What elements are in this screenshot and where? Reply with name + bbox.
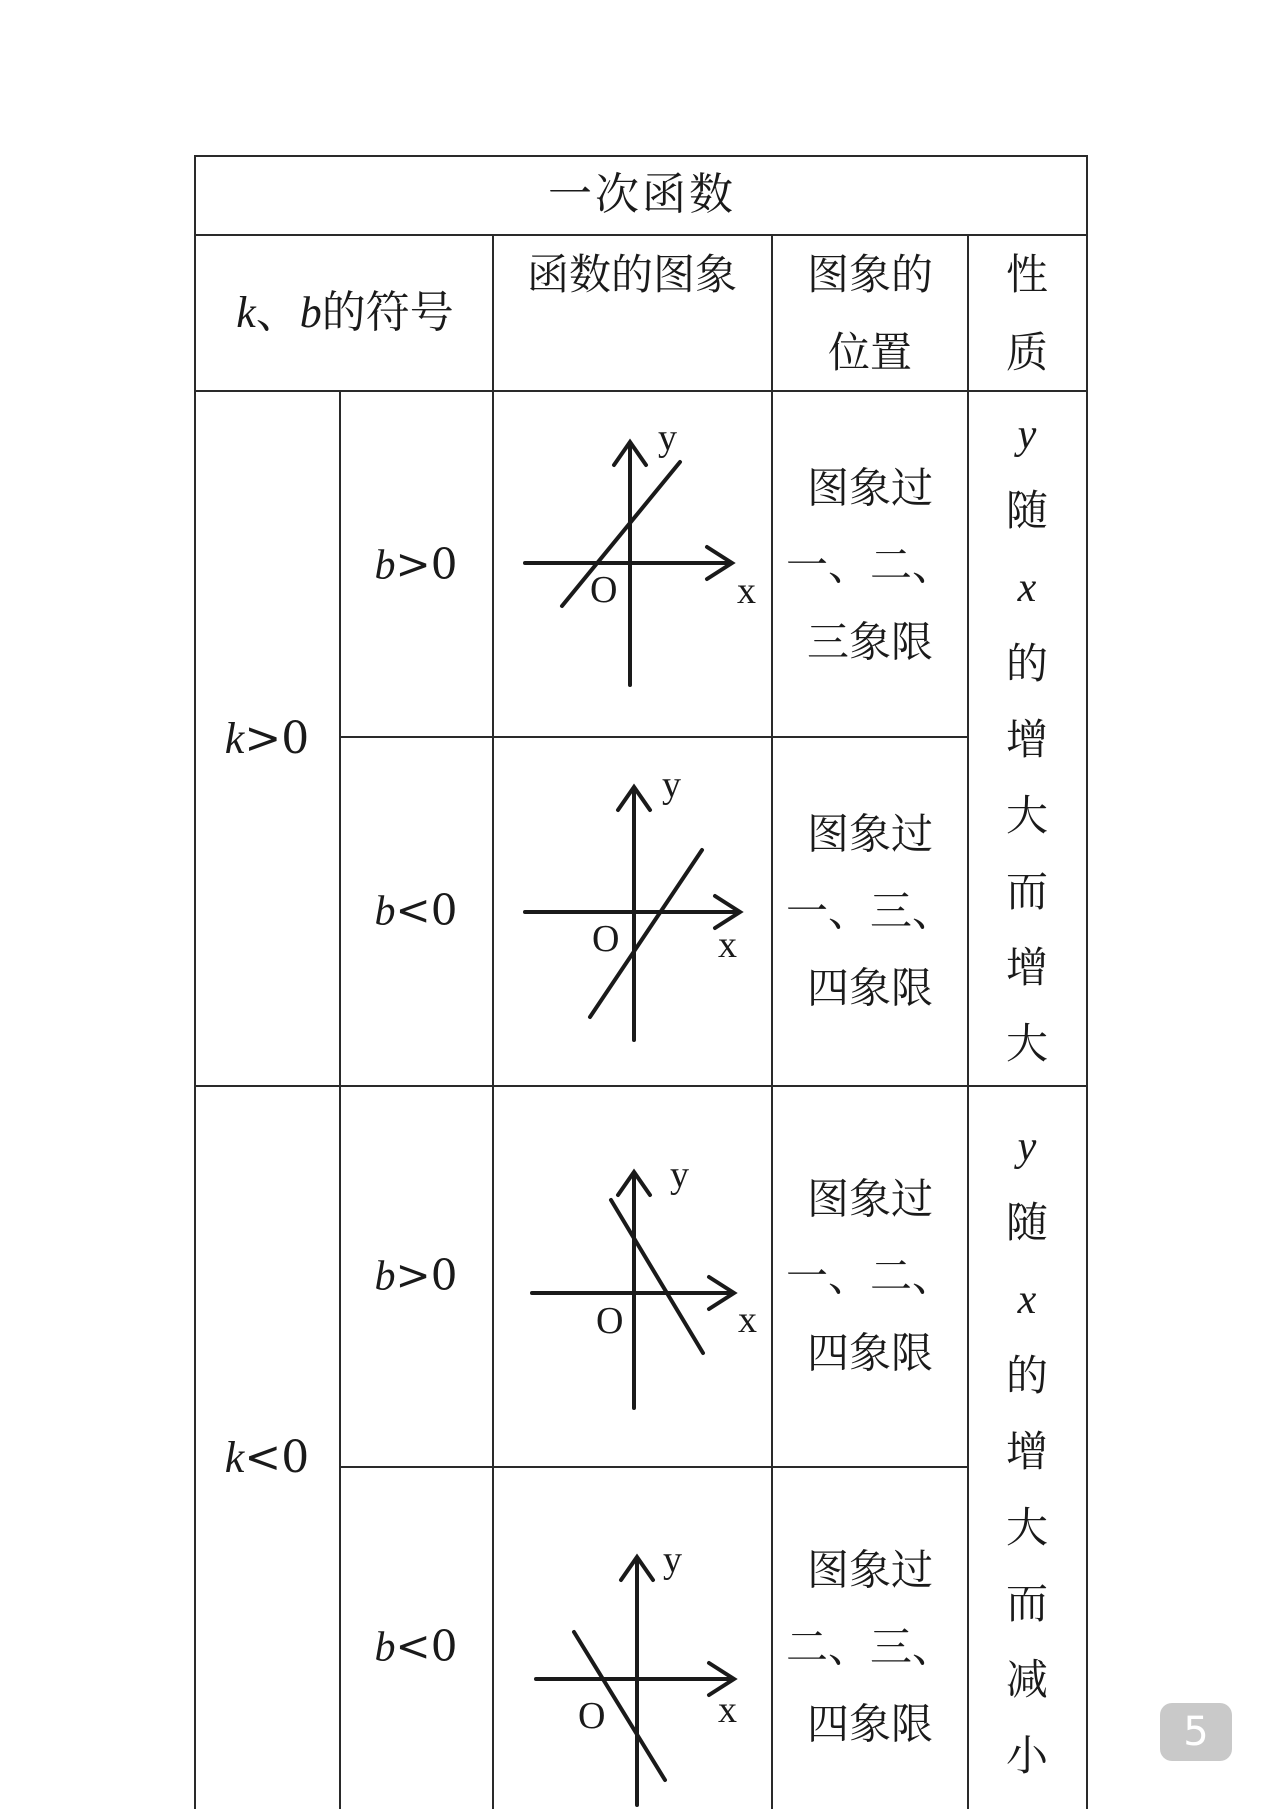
page-number-badge[interactable]: 5: [1160, 1703, 1232, 1761]
property-increasing: [1006, 396, 1048, 1082]
header-kb-separator: 、: [255, 287, 300, 338]
y-axis-label: y: [662, 765, 681, 806]
function-line: [611, 1200, 703, 1353]
position-cell: [786, 450, 954, 681]
header-property-line: 质: [1005, 328, 1049, 377]
property-char: 大: [1005, 1503, 1049, 1552]
origin-label: O: [590, 569, 618, 611]
position-line: 一、二、: [785, 540, 955, 590]
position-line: 四象限: [806, 963, 934, 1013]
b-relation: <0: [395, 1621, 458, 1671]
graph-k-pos-b-neg: [510, 765, 760, 1065]
k-var: k: [224, 1433, 245, 1482]
b-var: b: [374, 888, 396, 935]
position-line: 图象过: [806, 1545, 934, 1595]
property-char: 的: [1005, 639, 1049, 688]
x-axis-label: x: [718, 1689, 737, 1731]
header-graph: 函数的图象: [526, 250, 738, 299]
property-decreasing: [1006, 1108, 1048, 1794]
property-char: [1006, 1261, 1048, 1338]
b-relation: >0: [395, 539, 458, 589]
b-label: [374, 1621, 458, 1671]
graph-k-neg-b-pos: [510, 1155, 760, 1435]
origin-label: O: [596, 1300, 624, 1342]
header-kb-sign: [236, 287, 454, 338]
k-var: k: [224, 714, 245, 763]
b-label: [374, 539, 458, 589]
k-negative-label: [224, 1432, 310, 1483]
position-line: 一、三、: [785, 886, 955, 936]
b-var: b: [374, 1624, 396, 1671]
y-axis-label: y: [670, 1155, 689, 1196]
header-position-line: 图象的: [806, 250, 934, 299]
header-property: [1006, 236, 1048, 392]
header-position-line: 位置: [827, 328, 913, 377]
property-char: 增: [1005, 943, 1049, 992]
x-axis-label: x: [737, 570, 756, 612]
table-title: 一次函数: [548, 169, 736, 220]
k-relation: >0: [244, 713, 310, 764]
origin-label: O: [592, 918, 620, 960]
property-char: 增: [1005, 1427, 1049, 1476]
position-line: 三象限: [806, 617, 934, 667]
header-property-line: 性: [1005, 250, 1049, 299]
header-position: [807, 236, 933, 392]
graph-k-pos-b-pos: [510, 410, 760, 710]
x-axis-label: x: [738, 1299, 757, 1341]
property-var: x: [1017, 565, 1037, 611]
property-char: 随: [1005, 486, 1049, 535]
property-var: y: [1017, 412, 1037, 458]
y-axis-label: y: [658, 417, 677, 459]
position-line: 一、二、: [785, 1251, 955, 1301]
property-var: x: [1017, 1277, 1037, 1323]
header-b-var: b: [299, 288, 322, 337]
position-line: 图象过: [806, 1174, 934, 1224]
property-char: 的: [1005, 1351, 1049, 1400]
header-kb-suffix: 的符号: [321, 287, 454, 338]
property-char: 增: [1005, 715, 1049, 764]
property-char: 小: [1005, 1731, 1049, 1780]
property-char: 而: [1005, 867, 1049, 916]
position-cell: [786, 1161, 954, 1392]
property-char: [1006, 396, 1048, 473]
property-char: [1006, 549, 1048, 626]
x-axis-label: x: [718, 924, 737, 966]
b-label: [374, 885, 458, 935]
b-relation: >0: [395, 1250, 458, 1300]
b-var: b: [374, 1253, 396, 1300]
graph-k-neg-b-neg: [510, 1540, 760, 1810]
b-var: b: [374, 542, 396, 589]
position-line: 四象限: [806, 1699, 934, 1749]
property-var: y: [1017, 1124, 1037, 1170]
position-line: 二、三、: [785, 1622, 955, 1672]
k-positive-label: [224, 713, 310, 764]
property-char: 大: [1005, 1019, 1049, 1068]
b-label: [374, 1250, 458, 1300]
b-relation: <0: [395, 885, 458, 935]
property-char: 而: [1005, 1579, 1049, 1628]
header-k-var: k: [236, 288, 256, 337]
property-char: [1006, 1108, 1048, 1185]
position-cell: [786, 1532, 954, 1763]
k-relation: <0: [244, 1432, 310, 1483]
origin-label: O: [578, 1695, 606, 1737]
property-char: 随: [1005, 1198, 1049, 1247]
property-char: 大: [1005, 791, 1049, 840]
position-line: 图象过: [806, 463, 934, 513]
position-cell: [786, 796, 954, 1027]
property-char: 减: [1005, 1655, 1049, 1704]
y-axis-label: y: [663, 1540, 682, 1581]
position-line: 图象过: [806, 809, 934, 859]
function-line: [562, 462, 680, 606]
position-line: 四象限: [806, 1328, 934, 1378]
